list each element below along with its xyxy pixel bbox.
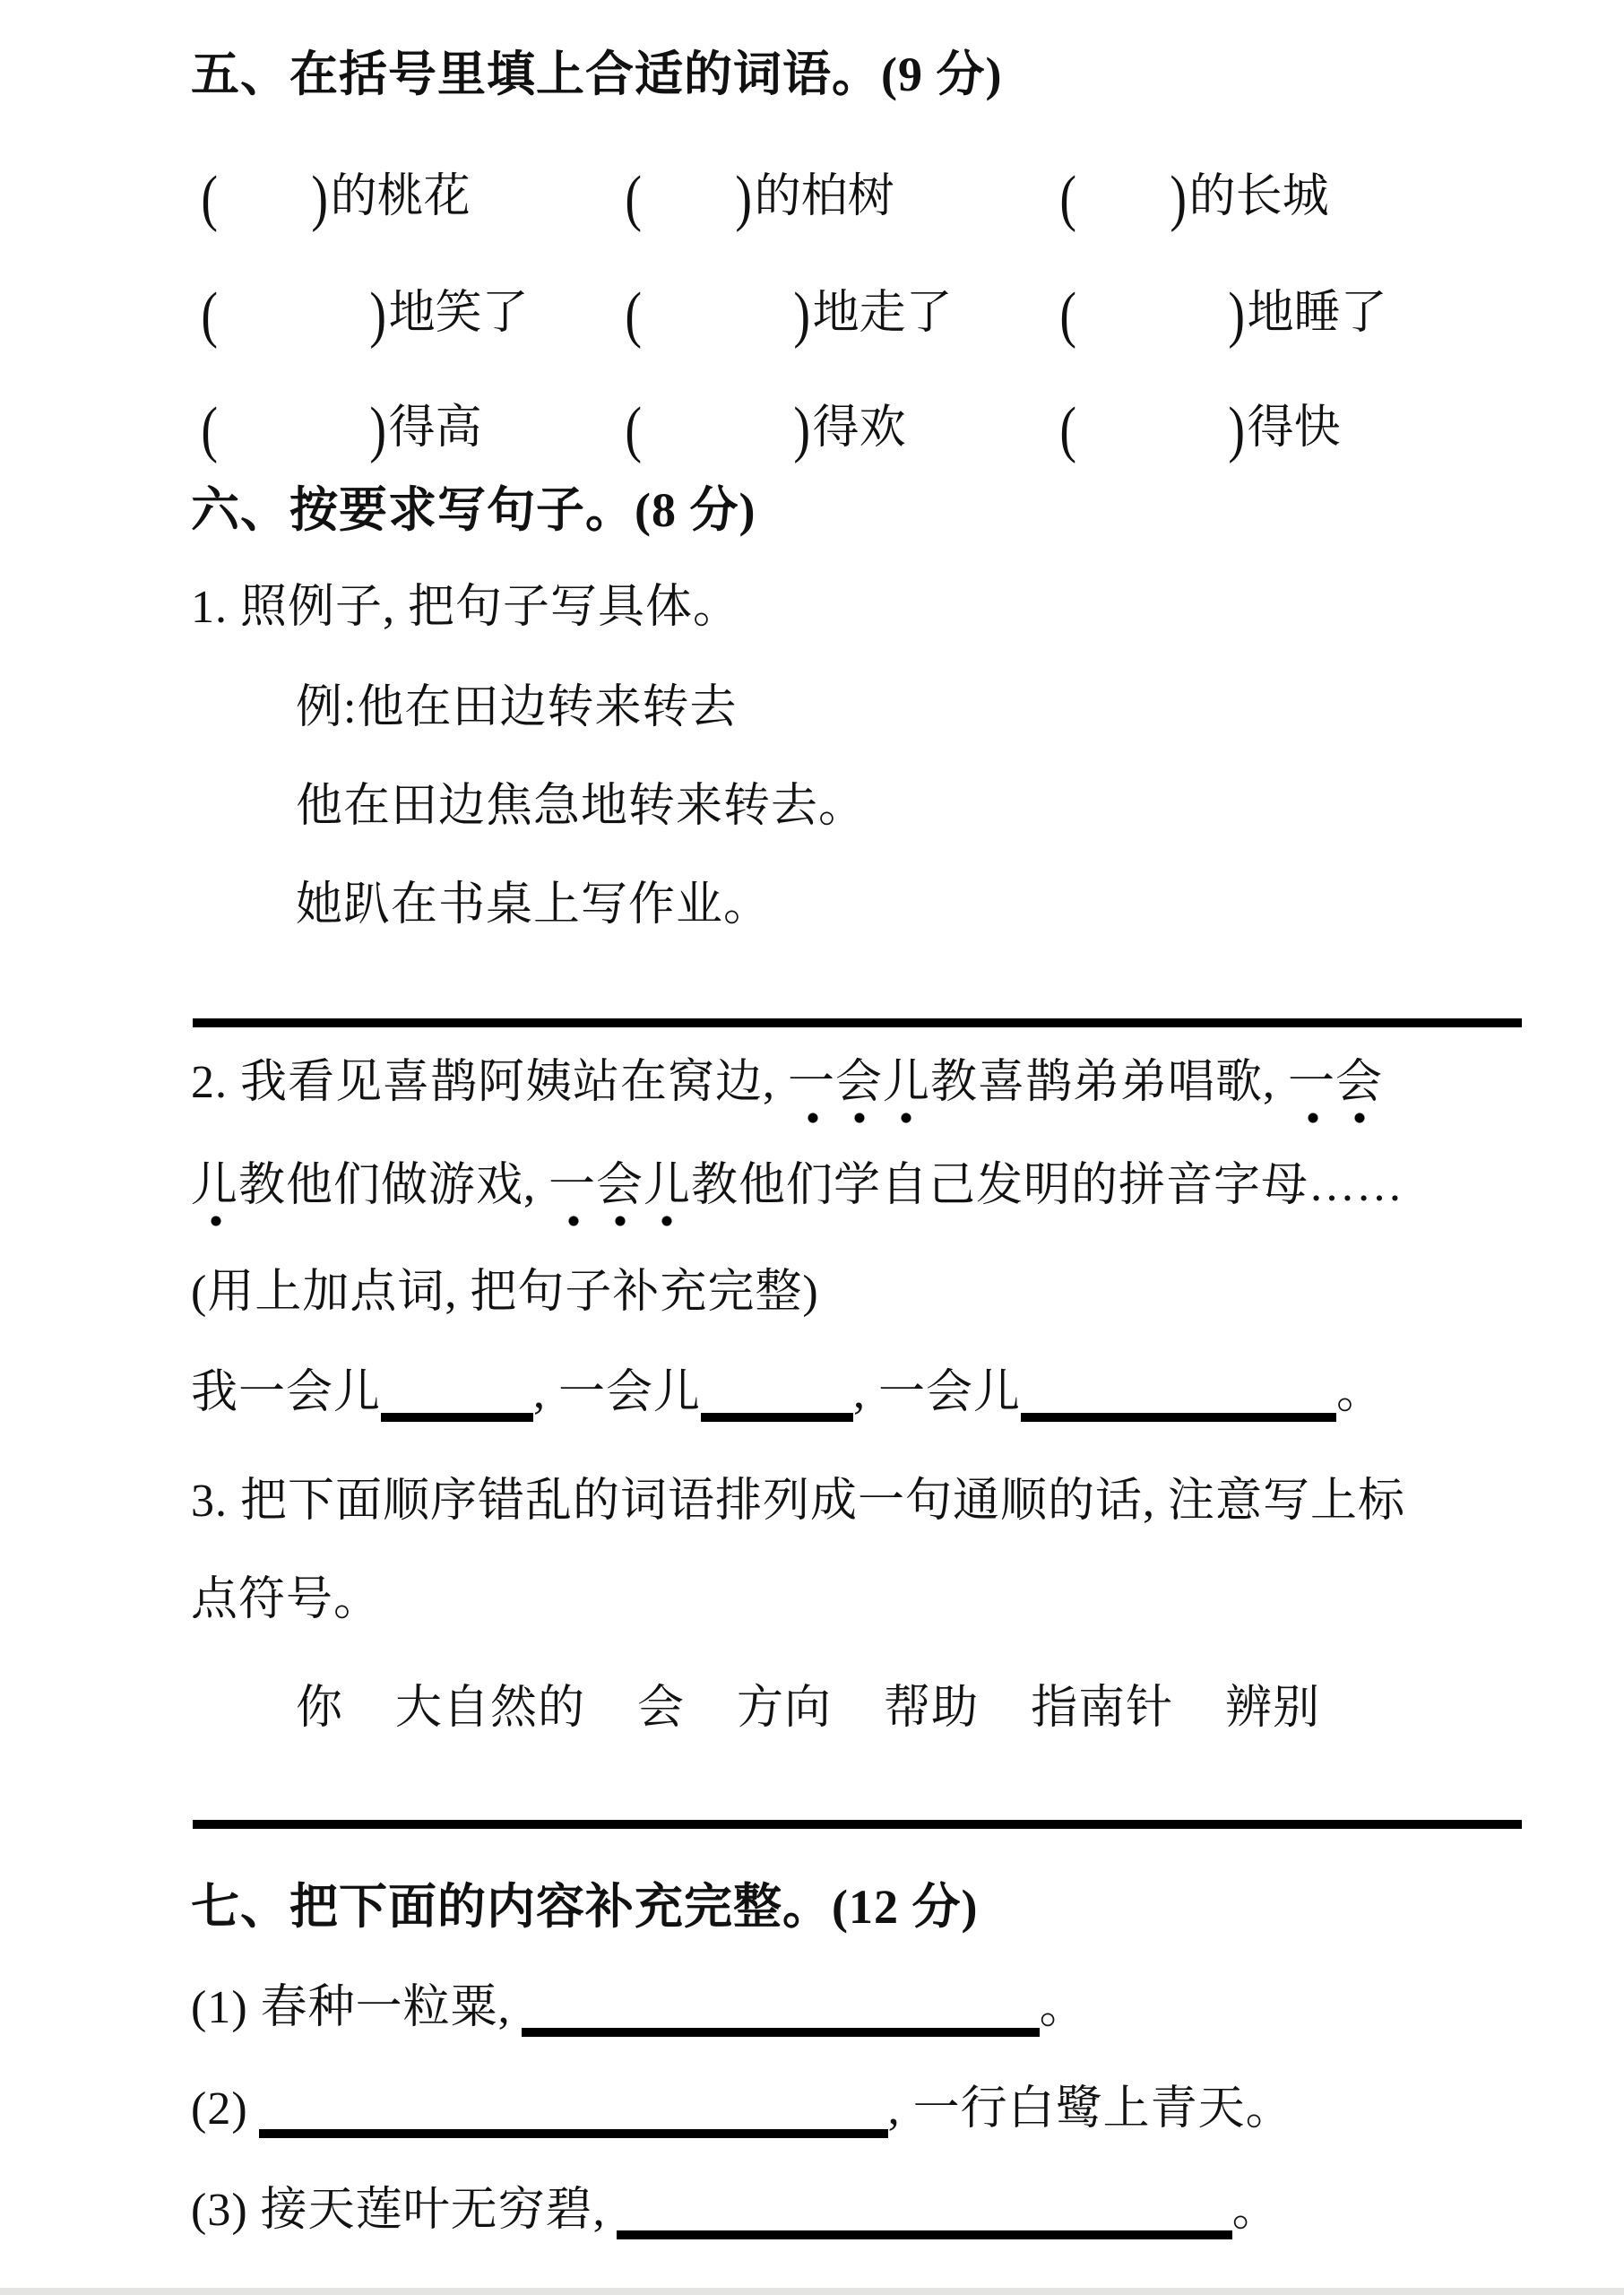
close-paren: ) [311, 164, 329, 233]
section6-heading: 六、按要求写句子。(8 分) [191, 483, 756, 537]
item2-fill-line [191, 1366, 1384, 1422]
answer-blank[interactable] [522, 2028, 1040, 2037]
close-paren: ) [1228, 395, 1246, 464]
close-paren: ) [1228, 281, 1246, 350]
close-paren: ) [793, 281, 811, 350]
section5-heading: 五、在括号里填上合适的词语。(9 分) [191, 48, 1003, 101]
scrambled-word: 大自然的 [395, 1683, 586, 1734]
bracket-cell [623, 274, 953, 350]
item2-text: 教喜鹊弟弟唱歌, [930, 1057, 1289, 1108]
section7-item3 [191, 2184, 1280, 2239]
open-paren: ( [201, 395, 218, 464]
item3-word-list [296, 1682, 1320, 1736]
item3-line2: 点符号。 [191, 1574, 382, 1625]
poem-prefix: (3) 接天莲叶无穷碧, [191, 2185, 606, 2236]
section-divider [193, 1820, 1522, 1829]
bracket-label: 地笑了 [388, 288, 529, 339]
item3-line1: 3. 把下面顺序错乱的词语排列成一句通顺的话, 注意写上标 [191, 1476, 1406, 1527]
bracket-cell [199, 274, 529, 350]
poem-prefix: (1) 春种一粒粟, [191, 1982, 511, 2033]
item2-text: 2. 我看见喜鹊阿姨站在窝边, [191, 1057, 789, 1108]
bracket-cell [1058, 158, 1329, 233]
item2-line2 [191, 1159, 1404, 1213]
bracket-label: 地走了 [812, 288, 953, 339]
bracket-label: 得高 [388, 403, 482, 454]
item2-text: 教他们学自己发明的拼音字母…… [691, 1160, 1404, 1211]
section-divider [193, 1018, 1522, 1027]
bracket-label: 的柏树 [754, 171, 894, 222]
close-paren: ) [793, 395, 811, 464]
open-paren: ( [625, 281, 642, 350]
fill-text: 。 [1336, 1367, 1385, 1418]
scrambled-word: 方向 [737, 1683, 833, 1734]
open-paren: ( [625, 395, 642, 464]
bracket-cell [199, 158, 471, 233]
scrambled-word: 指南针 [1031, 1683, 1174, 1734]
poem-suffix: , 一行白鹭上青天。 [887, 2083, 1293, 2135]
poem-suffix: 。 [1231, 2185, 1280, 2236]
open-paren: ( [1059, 164, 1076, 233]
open-paren: ( [201, 164, 218, 233]
bracket-label: 得欢 [812, 403, 906, 454]
scrambled-word: 你 [296, 1683, 344, 1734]
close-paren: ) [735, 164, 753, 233]
bracket-cell [199, 389, 482, 464]
bracket-label: 地睡了 [1247, 288, 1387, 339]
item2-emphasized-word: 一会儿 [549, 1160, 691, 1227]
item1-example: 例:他在田边转来转去 [296, 682, 738, 733]
close-paren: ) [369, 395, 387, 464]
fill-text: , 一会儿 [533, 1367, 702, 1418]
scrambled-word: 会 [637, 1683, 686, 1734]
section7-heading: 七、把下面的内容补充完整。(12 分) [191, 1880, 979, 1934]
answer-blank[interactable] [1021, 1413, 1336, 1422]
item2-emphasized-word: 一会儿 [788, 1057, 930, 1124]
poem-prefix: (2) [191, 2083, 248, 2135]
fill-text: 我一会儿 [191, 1367, 382, 1418]
close-paren: ) [1170, 164, 1188, 233]
scrambled-word: 帮助 [884, 1683, 980, 1734]
scrambled-word: 辨别 [1225, 1683, 1321, 1734]
bracket-label: 得快 [1247, 403, 1341, 454]
bracket-cell [1058, 389, 1341, 464]
section7-item1 [191, 1981, 1087, 2037]
open-paren: ( [201, 281, 218, 350]
answer-blank[interactable] [701, 1413, 853, 1422]
item2-emphasized-word: 一会 [1288, 1057, 1383, 1124]
open-paren: ( [1059, 281, 1076, 350]
poem-suffix: 。 [1039, 1982, 1087, 2033]
answer-blank[interactable] [259, 2129, 888, 2138]
bracket-cell [623, 389, 906, 464]
bracket-label: 的长城 [1188, 171, 1329, 222]
answer-blank[interactable] [381, 1413, 533, 1422]
answer-blank[interactable] [617, 2230, 1232, 2239]
item2-note: (用上加点词, 把句子补充完整) [191, 1267, 819, 1318]
open-paren: ( [625, 164, 642, 233]
bracket-label: 的桃花 [330, 171, 471, 222]
close-paren: ) [369, 281, 387, 350]
item1-example-expanded: 他在田边焦急地转来转去。 [296, 781, 867, 832]
bracket-cell [1058, 274, 1387, 350]
fill-text: , 一会儿 [853, 1367, 1022, 1418]
item1-practice-sentence: 她趴在书桌上写作业。 [296, 879, 772, 931]
open-paren: ( [1059, 395, 1076, 464]
section7-item2 [191, 2083, 1293, 2138]
bracket-cell [623, 158, 894, 233]
item2-text: 教他们做游戏, [238, 1160, 549, 1211]
page-edge-strip [0, 2288, 1624, 2295]
item2-emphasized-word: 儿 [191, 1160, 238, 1227]
item1-label: 1. 照例子, 把句子写具体。 [191, 582, 741, 633]
item2-line1 [191, 1056, 1383, 1110]
